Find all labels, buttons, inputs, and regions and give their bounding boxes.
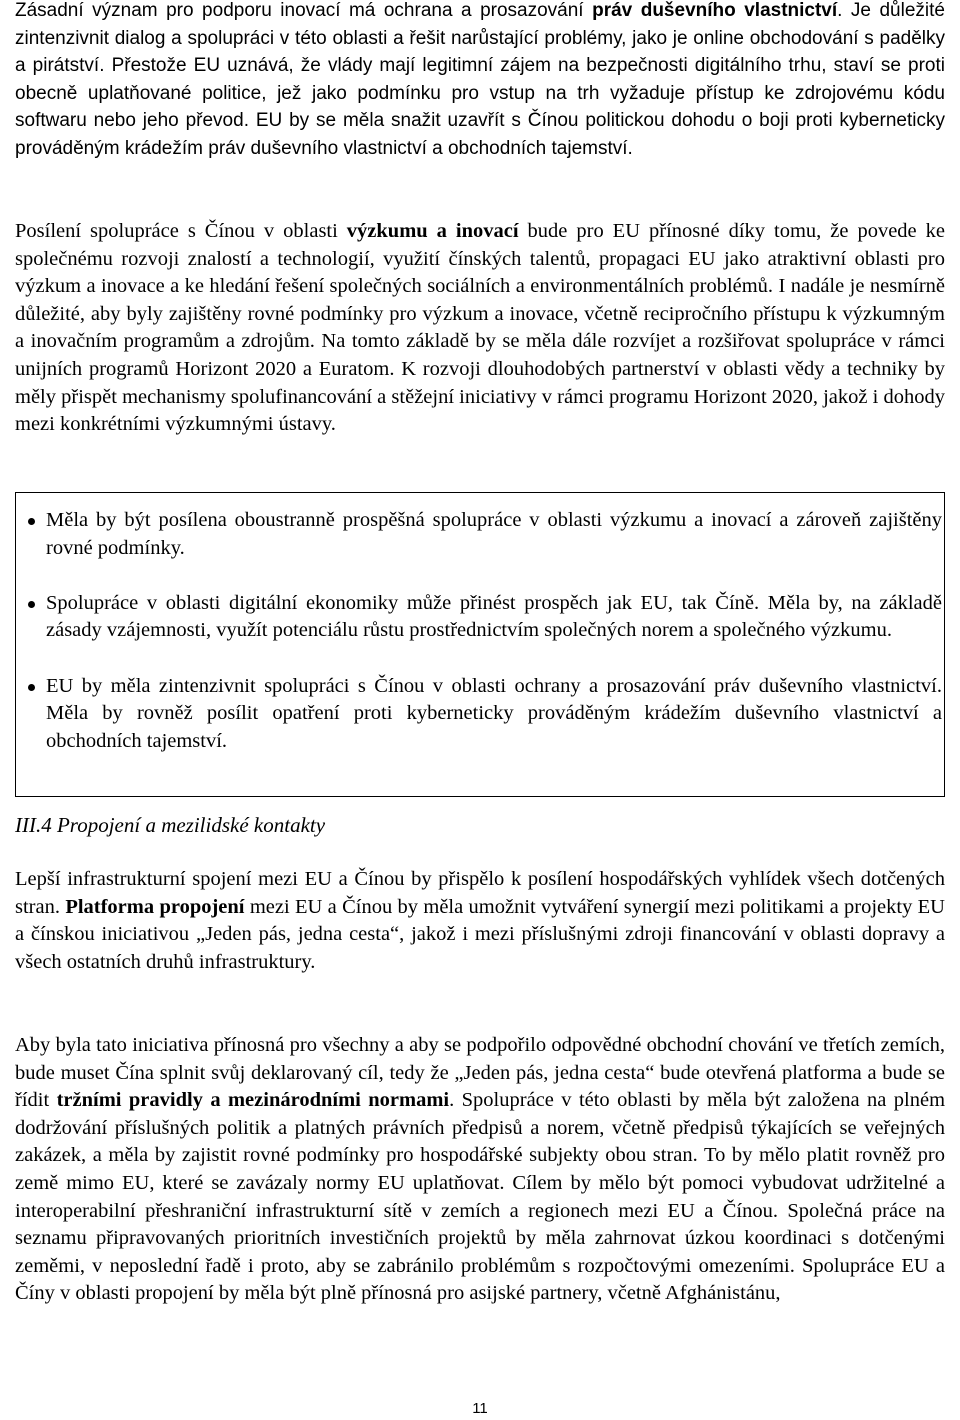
bullet-icon [28,684,35,691]
bullet-item [16,590,944,645]
text: Aby byla tato iniciativa přínosná pro všechny a aby se podpořilo odpovědné obchodní chování ve třetích zemích, bude muset Čína splnit svůj deklarovaný cíl, tedy že „Jeden pás, jedna cesta“ bude otevřená platforma a bude se řídit [15,1034,945,1112]
paragraph-connectivity-1 [15,866,945,976]
page-number: 11 [472,1400,488,1417]
bold-text: výzkumu a inovací [346,220,519,242]
bold-text: práv duševního vlastnictví [592,0,838,21]
bullet-text: EU by měla zintenzivnit spolupráci s Čínou v oblasti ochrany a prosazování práv duševního vlastnictví. Měla by rovněž posílit opatření proti kyberneticky prováděným krádežím duševního vlastnictví a obchodních tajemství. [46,674,942,752]
paragraph-connectivity-2 [15,1032,945,1308]
text: Posílení spolupráce s Čínou v oblasti [15,220,347,242]
paragraph-intellectual-property [15,0,945,163]
bold-text: Platforma propojení [65,895,245,918]
text: Lepší infrastrukturní spojení mezi EU a Čínou by přispělo k posílení hospodářských vyhlídek všech dotčených stran. [15,868,945,918]
text: mezi EU a Čínou by měla umožnit vytváření synergií mezi politikami a projekty EU a čínskou iniciativou „Jeden pás, jedna cesta“, jakož i mezi příslušnými zdroji financování v oblasti dopravy a všech ostatních druhů infrastruktury. [15,895,945,973]
text: Zásadní význam pro podporu inovací má ochrana a prosazování [15,0,593,21]
bullet-list [16,507,944,783]
paragraph-research-innovation [15,218,945,439]
bullet-item [16,507,944,562]
bullet-item [16,673,944,756]
bullet-icon [28,601,35,608]
summary-box [15,492,945,797]
bold-text: tržními pravidly a mezinárodními normami [56,1089,450,1112]
text: . Je důležité zintenzivnit dialog a spolupráci v této oblasti a řešit narůstající problémy, jako je online obchodování s padělky a pirátství. Přestože EU uznává, že vlády mají legitimní zájem na bezpečnosti digitálního trhu, staví se proti obecně uplatňované politice, jež jako podmínku pro vstup na trh vyžaduje přístup ke zdrojovému kódu softwaru nebo jeho převod. EU by se měla snažit uzavřít s Čínou politickou dohodu o boji proti kyberneticky prováděným krádežím práv duševního vlastnictví a obchodních tajemství. [15,0,945,159]
section-heading: III.4 Propojení a mezilidské kontakty [15,813,326,837]
bullet-icon [28,518,35,525]
bullet-text: Spolupráce v oblasti digitální ekonomiky může přinést prospěch jak EU, tak Číně. Měla by, na základě zásady vzájemnosti, využít potenciálu růstu prostřednictvím společných norem a společného výzkumu. [46,591,942,642]
text: bude pro EU přínosné díky tomu, že povede ke společnému rozvoji znalostí a technologií, využití čínských talentů, propagaci EU jako atraktivní oblasti pro výzkum a inovace a ke hledání řešení společných sociálních a environmentálních problémů. I nadále je nesmírně důležité, aby byly zajištěny rovné podmínky pro výzkum a inovace, včetně recipročního přístupu k výzkumným a inovačním programům a zdrojům. Na tomto základě by se měla dále rozvíjet a rozšiřovat spolupráce v rámci unijních programů Horizont 2020 a Euratom. K rozvoji dlouhodobých partnerství v oblasti vědy a techniky by měly přispět mechanismy spolufinancování a stěžejní iniciativy v rámci programu Horizont 2020, jakož i dohody mezi konkrétními výzkumnými ústavy. [15,220,945,436]
bullet-text: Měla by být posílena oboustranně prospěšná spolupráce v oblasti výzkumu a inovací a zároveň zajištěny rovné podmínky. [46,509,942,559]
text: . Spolupráce v této oblasti by měla být založena na plném dodržování příslušných politik a platných právních předpisů a norem, včetně předpisů týkajících se veřejných zakázek, a měla by zajistit rovné podmínky pro hospodářské subjekty obou stran. To by mělo platit rovněž pro země mimo EU, které se zavázaly normy EU uplatňovat. Cílem by mělo být pomoci vybudovat udržitelné a interoperabilní přeshraniční infrastrukturní sítě v zemích a regionech mezi EU a Čínou. Společná práce na seznamu připravovaných prioritních investičních projektů by měla zahrnovat úzkou koordinaci s dotčenými zeměmi, v neposlední řadě i proto, aby se zabránilo problémům s rozpočtovými omezeními. Spolupráce EU a Číny v oblasti propojení by měla být plně přínosná pro asijské partnery, včetně Afghánistánu, [15,1089,946,1305]
